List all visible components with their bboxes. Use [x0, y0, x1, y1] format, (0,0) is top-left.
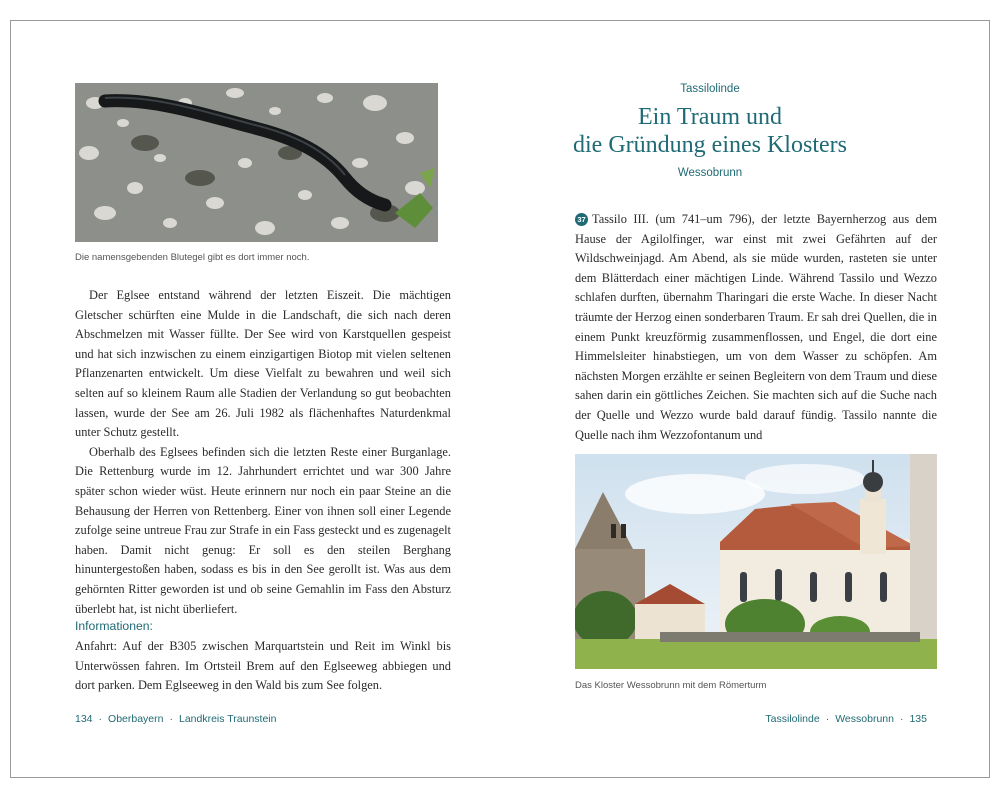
- right-page: [501, 21, 991, 777]
- title-line: Ein Traum und: [637, 104, 783, 130]
- page-number: 135: [909, 713, 927, 725]
- left-body-text: [75, 286, 451, 619]
- paragraph: Oberhalb des Eglsees befinden sich die letzten Reste einer Burganlage. Die Rettenburg wurde im 12. Jahrhundert errichtet und war 300 Jahre später schon wieder wüst. Heute erinnern nur noch ein paar Steine an die Behausung der Herren von Rettenberg. Einer von ihnen soll einer Legende zufolge seine untreue Frau zur Strafe in ein Fass gesteckt und es zugenagelt haben. Damit nicht genug: Er soll es den steilen Berghang hinuntergestoßen haben, sodass es bis in den See gerollt ist. Was aus dem gehörnten Ritter geworden ist und ob seine Gemahlin im Fass den Absturz überlebt hat, ist nicht überliefert.: [75, 444, 451, 616]
- page-number: 134: [75, 713, 93, 725]
- location-marker-badge: 37: [575, 213, 588, 226]
- footer-district: Landkreis Traunstein: [178, 713, 277, 725]
- chapter-kicker: Tassilolinde: [680, 83, 740, 95]
- info-heading: Informationen:: [75, 619, 153, 633]
- title-line: die Gründung eines Klosters: [573, 132, 847, 158]
- right-footer: [765, 713, 927, 725]
- info-text: Anfahrt: Auf der B305 zwischen Marquartstein und Reit im Winkl bis Unterwössen fahren. Im Ortsteil Brem auf den Eglseeweg abbiegen und dort parken. Dem Eglseeweg in den Wald bis zum See folgen.: [75, 639, 451, 693]
- paragraph-text: Tassilo III. (um 741–um 796), der letzte Bayernherzog aus dem Hause der Agilolfinger, war einst mit zwei Gefährten auf der Wildschweinjagd. Am Abend, als sie müde wurden, rasteten sie unter dem Blätterdach einer mächtigen Linde. Während Tassilo und Wezzo schlafen durften, übernahm Tharingari die erste Wache. In dieser Nacht träumte der Herzog einen sonderbaren Traum. Er sah drei Quellen, die in einem Punkt kreuzförmig zusammenflossen, und Engel, die dort eine Himmelsleiter hinabstiegen, um von dem Wasser zu schöpfen. Am nächsten Morgen erzählte er seinen Begleitern von dem Traum und diese sahen darin ein göttliches Zeichen. Sie machten sich auf die Suche nach der Quelle und Wezzo wurde bald darauf fündig. Tassilo nannte die Quelle nach ihm Wezzofontanum und: [575, 212, 937, 442]
- footer-place: Tassilolinde: [765, 713, 820, 725]
- separator-dot: ·: [825, 713, 830, 725]
- footer-region: Oberbayern: [108, 713, 164, 725]
- page-title: [501, 103, 919, 159]
- paragraph: [575, 210, 937, 445]
- footer-place: Wessobrunn: [835, 713, 894, 725]
- separator-dot: ·: [169, 713, 173, 725]
- leech-photo: [75, 83, 438, 242]
- location-label: Wessobrunn: [677, 167, 743, 179]
- monastery-photo-caption: Das Kloster Wessobrunn mit dem Römerturm: [575, 680, 767, 691]
- left-footer: [75, 713, 276, 725]
- book-spread: [10, 20, 990, 778]
- monastery-photo: [575, 454, 937, 669]
- separator-dot: ·: [899, 713, 904, 725]
- separator-dot: ·: [98, 713, 103, 725]
- right-body-text: [575, 210, 937, 445]
- paragraph: Der Eglsee entstand während der letzten Eiszeit. Die mächtigen Gletscher schürften eine Mulde in die Landschaft, die sich nach deren Abschmelzen mit Wasser füllte. Der See wird von Karstquellen gespeist und hat sich inzwischen zu einem einzigartigen Biotop mit vielen seltenen Pflanzenarten entwickelt. Um diese Vielfalt zu bewahren und weil sich selten auf so kleinem Raum alle Stadien der Verlandung so gut beobachten lassen, wurde der See am 26. Juli 1982 als flächenhaftes Naturdenkmal unter Schutz gestellt.: [75, 288, 451, 440]
- leech-photo-caption: Die namensgebenden Blutegel gibt es dort immer noch.: [75, 252, 310, 263]
- left-page: [11, 21, 501, 777]
